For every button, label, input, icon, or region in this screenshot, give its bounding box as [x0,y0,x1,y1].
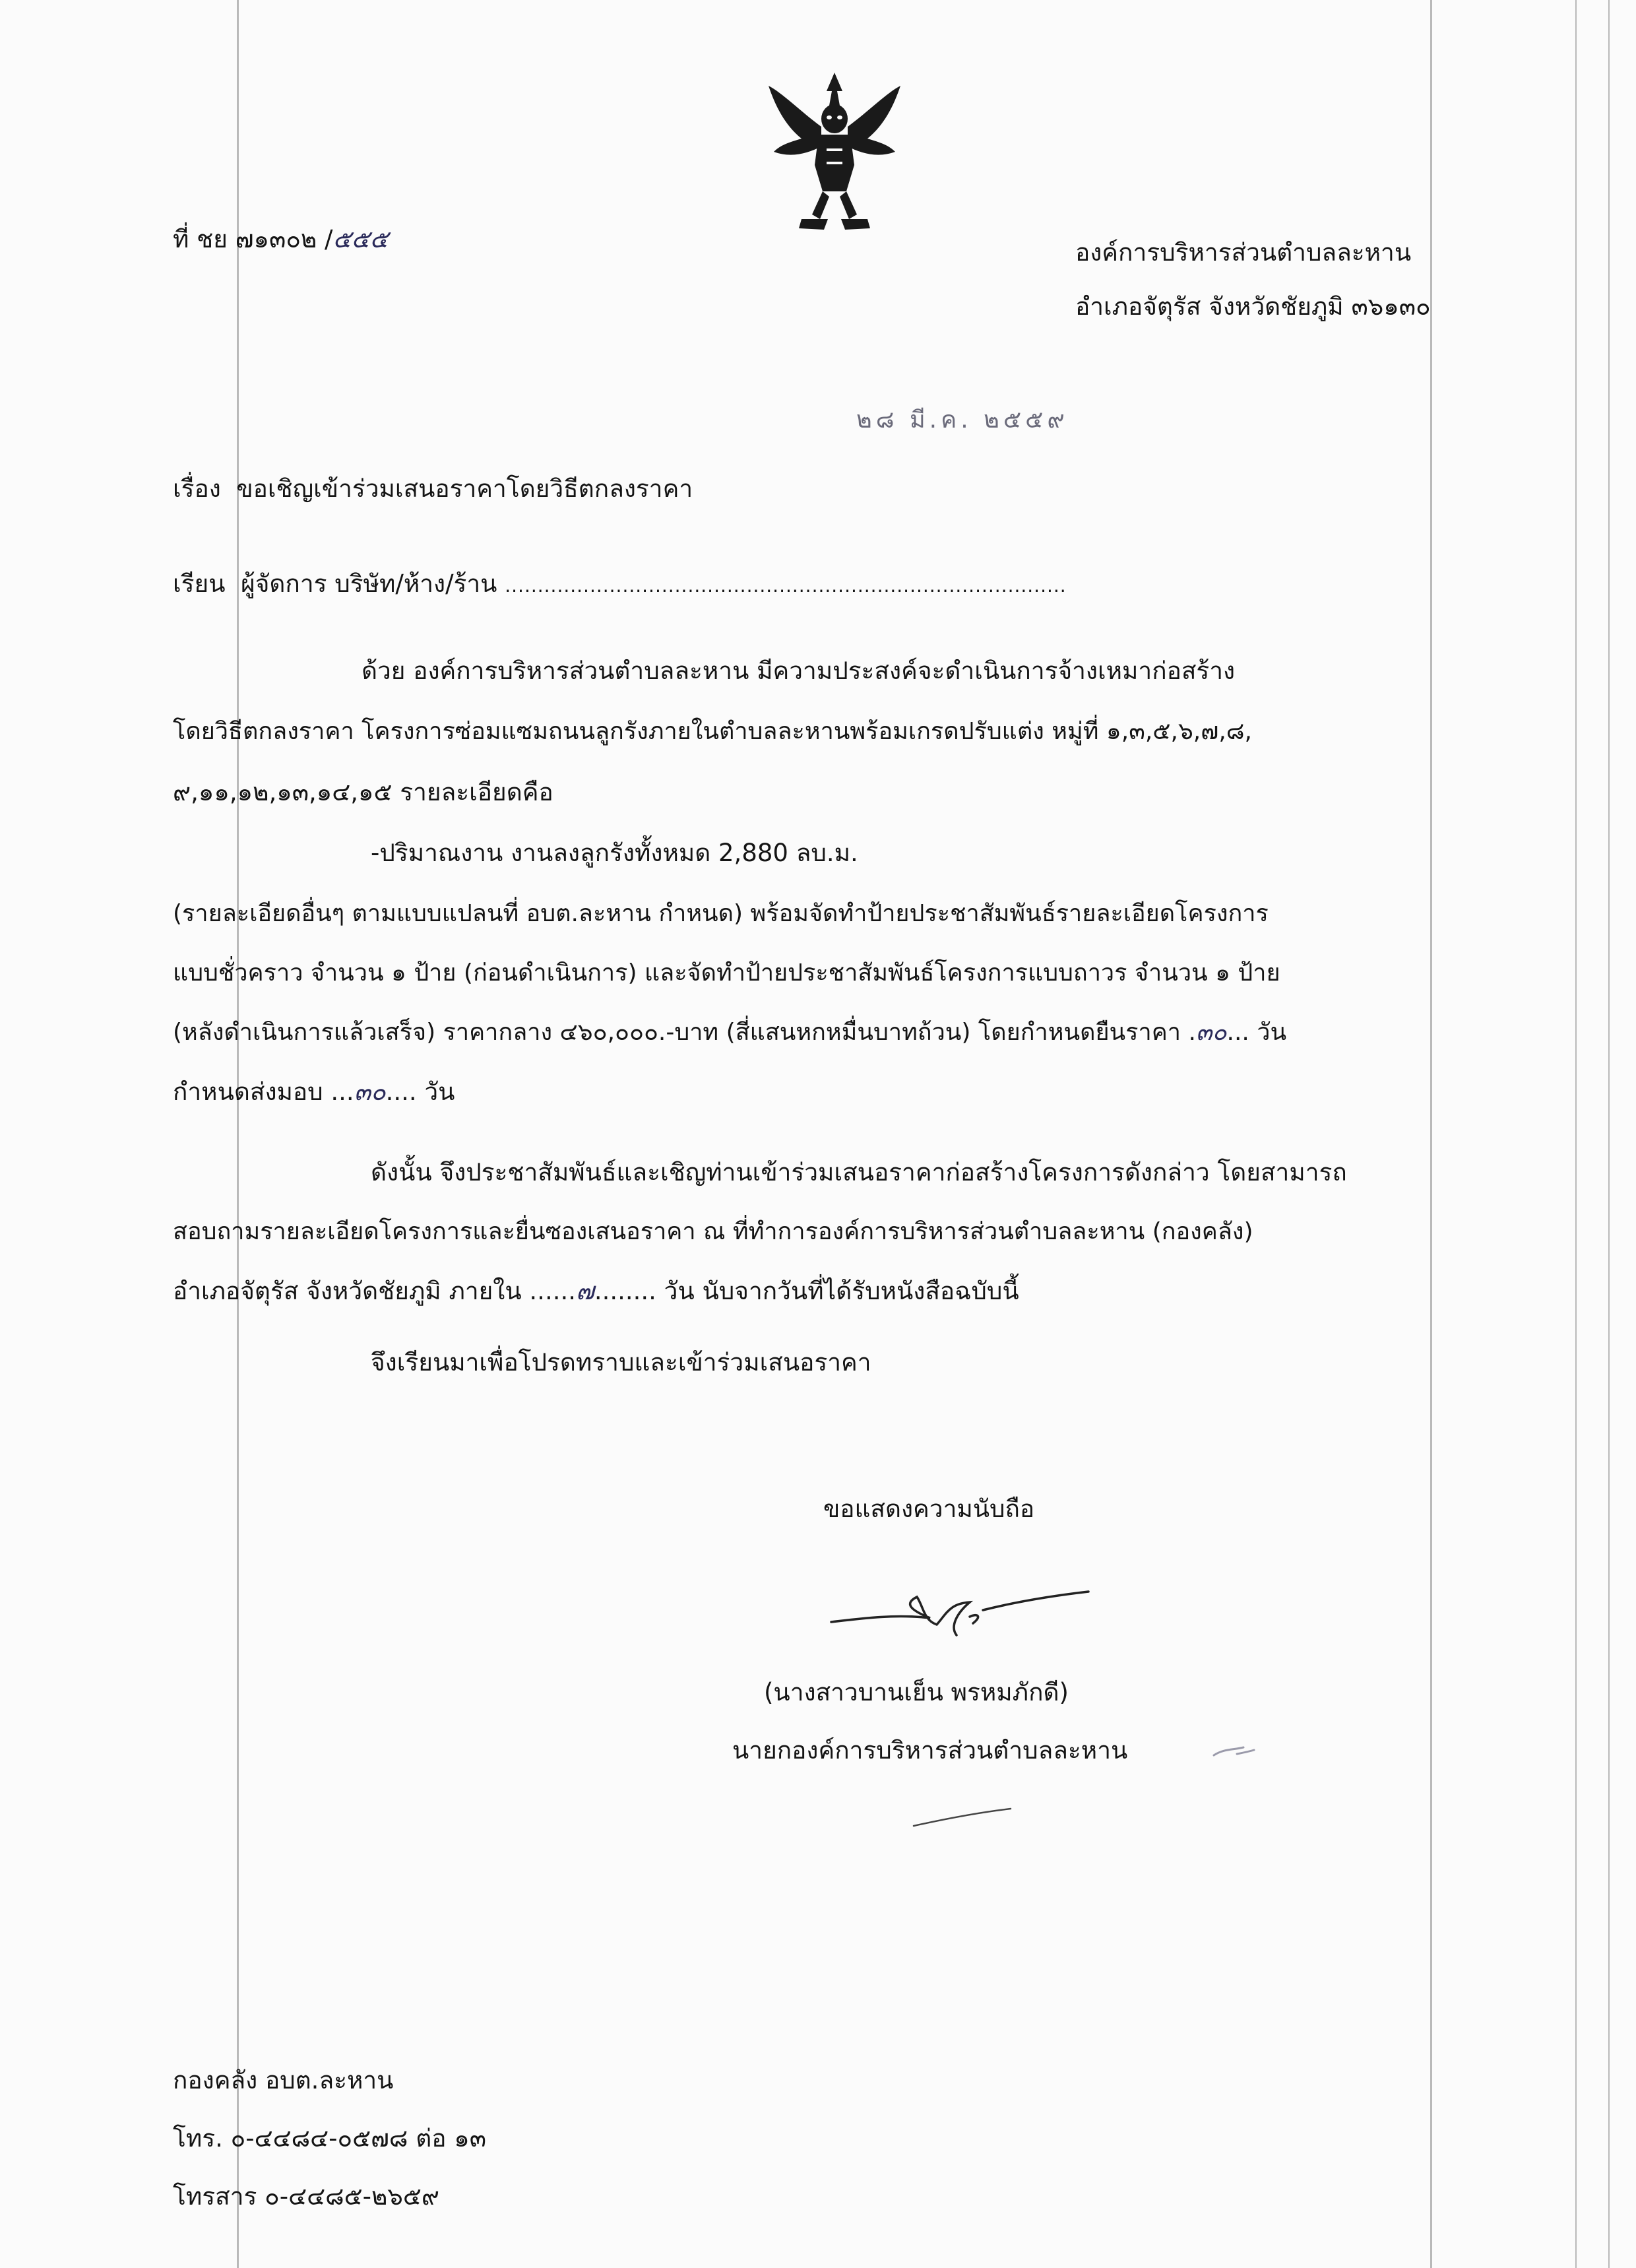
reference-handwritten: ๕๕๕ [332,225,389,253]
para1-line-1: ด้วย องค์การบริหารส่วนตำบลละหาน มีความประสงค์จะดำเนินการจ้างเหมาก่อสร้าง [362,657,1236,685]
scan-line-right [1430,0,1432,2268]
closing-line: จึงเรียนมาเพื่อโปรดทราบและเข้าร่วมเสนอราคา [371,1348,871,1377]
submit-days: ๗ [576,1277,594,1305]
delivery-prefix: กำหนดส่งมอบ ... [173,1078,354,1106]
pen-stroke [910,1805,1016,1831]
para2-line-3 [173,1275,1019,1308]
regards-text: ขอแสดงความนับถือ [823,1495,1035,1523]
reference-code: ๗๑๓๐๒ / [235,225,333,253]
organization-name: องค์การบริหารส่วนตำบลละหาน [1075,238,1412,267]
footer-fax: โทรสาร ๐-๔๔๘๕-๒๖๕๙ [173,2182,439,2211]
detail-line-2: แบบชั่วคราว จำนวน ๑ ป้าย (ก่อนดำเนินการ) และจัดทำป้ายประชาสัมพันธ์โครงการแบบถาวร จำนวน ๑ ป้าย [173,959,1280,987]
garuda-emblem-icon [755,66,914,241]
salutation-line [173,567,1067,602]
scan-line-edge-1 [1575,0,1577,2268]
quantity-line: -ปริมาณงาน งานลงลูกรังทั้งหมด 2,880 ลบ.ม. [371,839,858,867]
footer-department: กองคลัง อบต.ละหาน [173,2066,394,2094]
organization-address: อำเภอจัตุรัส จังหวัดชัยภูมิ ๓๖๑๓๐ [1075,292,1431,321]
price-line-text: (หลังดำเนินการแล้วเสร็จ) ราคากลาง ๔๖๐,๐๐๐.-บาท (สี่แสนหกหมื่นบาทถ้วน) โดยกำหนดยืนราคา [173,1019,1181,1046]
recipient-blank: ...................................................................................... [505,575,1067,597]
subject-text: ขอเชิญเข้าร่วมเสนอราคาโดยวิธีตกลงราคา [236,474,693,503]
reference-number [173,223,389,256]
price-validity-dots-left: . [1188,1019,1196,1046]
date-stamp: ๒๘ มี.ค. ๒๕๕๙ [856,406,1069,434]
delivery-unit: วัน [424,1078,455,1106]
scan-line-edge-2 [1608,0,1610,2268]
footer-phone: โทร. ๐-๔๔๘๔-๐๕๗๘ ต่อ ๑๓ [173,2124,487,2153]
price-validity-unit: วัน [1257,1019,1287,1046]
signatory-position: นายกองค์การบริหารส่วนตำบลละหาน [732,1736,1128,1765]
scan-line-left [237,0,239,2268]
salutation-text: ผู้จัดการ บริษัท/ห้าง/ร้าน [241,569,497,598]
handwritten-signature [825,1577,1102,1650]
para2-last-prefix: อำเภอจัตุรัส จังหวัดชัยภูมิ ภายใน ...... [173,1277,576,1305]
subject-label: เรื่อง [173,474,221,503]
para2-line-2: สอบถามรายละเอียดโครงการและยื่นซองเสนอราคา ณ ที่ทำการองค์การบริหารส่วนตำบลละหาน (กองคลัง) [173,1218,1253,1245]
para1-line-3: ๙,๑๑,๑๒,๑๓,๑๔,๑๕ รายละเอียดคือ [173,778,553,806]
detail-line-1: (รายละเอียดอื่นๆ ตามแบบแปลนที่ อบต.ละหาน กำหนด) พร้อมจัดทำป้ายประชาสัมพันธ์รายละเอียดโครงการ [173,900,1269,927]
salutation-label: เรียน [173,569,226,598]
delivery-line [173,1076,455,1109]
price-line [173,1016,1286,1049]
price-validity-dots-right: ... [1226,1019,1249,1046]
delivery-dots: .... [385,1078,417,1106]
para1-line-2: โดยวิธีตกลงราคา โครงการซ่อมแซมถนนลูกรังภายในตำบลละหานพร้อมเกรดปรับแต่ง หมู่ที่ ๑,๓,๕,๖,๗,๘, [173,718,1252,745]
price-validity-days: ๓๐ [1195,1019,1227,1046]
initial-mark [1211,1742,1257,1762]
signatory-name: (นางสาวบานเย็น พรหมภักดี) [764,1678,1069,1706]
reference-label: ที่ ชย [173,225,228,253]
para2-last-suffix: ........ วัน นับจากวันที่ได้รับหนังสือฉบับนี้ [594,1277,1019,1305]
para2-line-1: ดังนั้น จึงประชาสัมพันธ์และเชิญท่านเข้าร่วมเสนอราคาก่อสร้างโครงการดังกล่าว โดยสามารถ [371,1158,1347,1186]
subject-line [173,472,693,505]
delivery-days: ๓๐ [354,1078,386,1106]
